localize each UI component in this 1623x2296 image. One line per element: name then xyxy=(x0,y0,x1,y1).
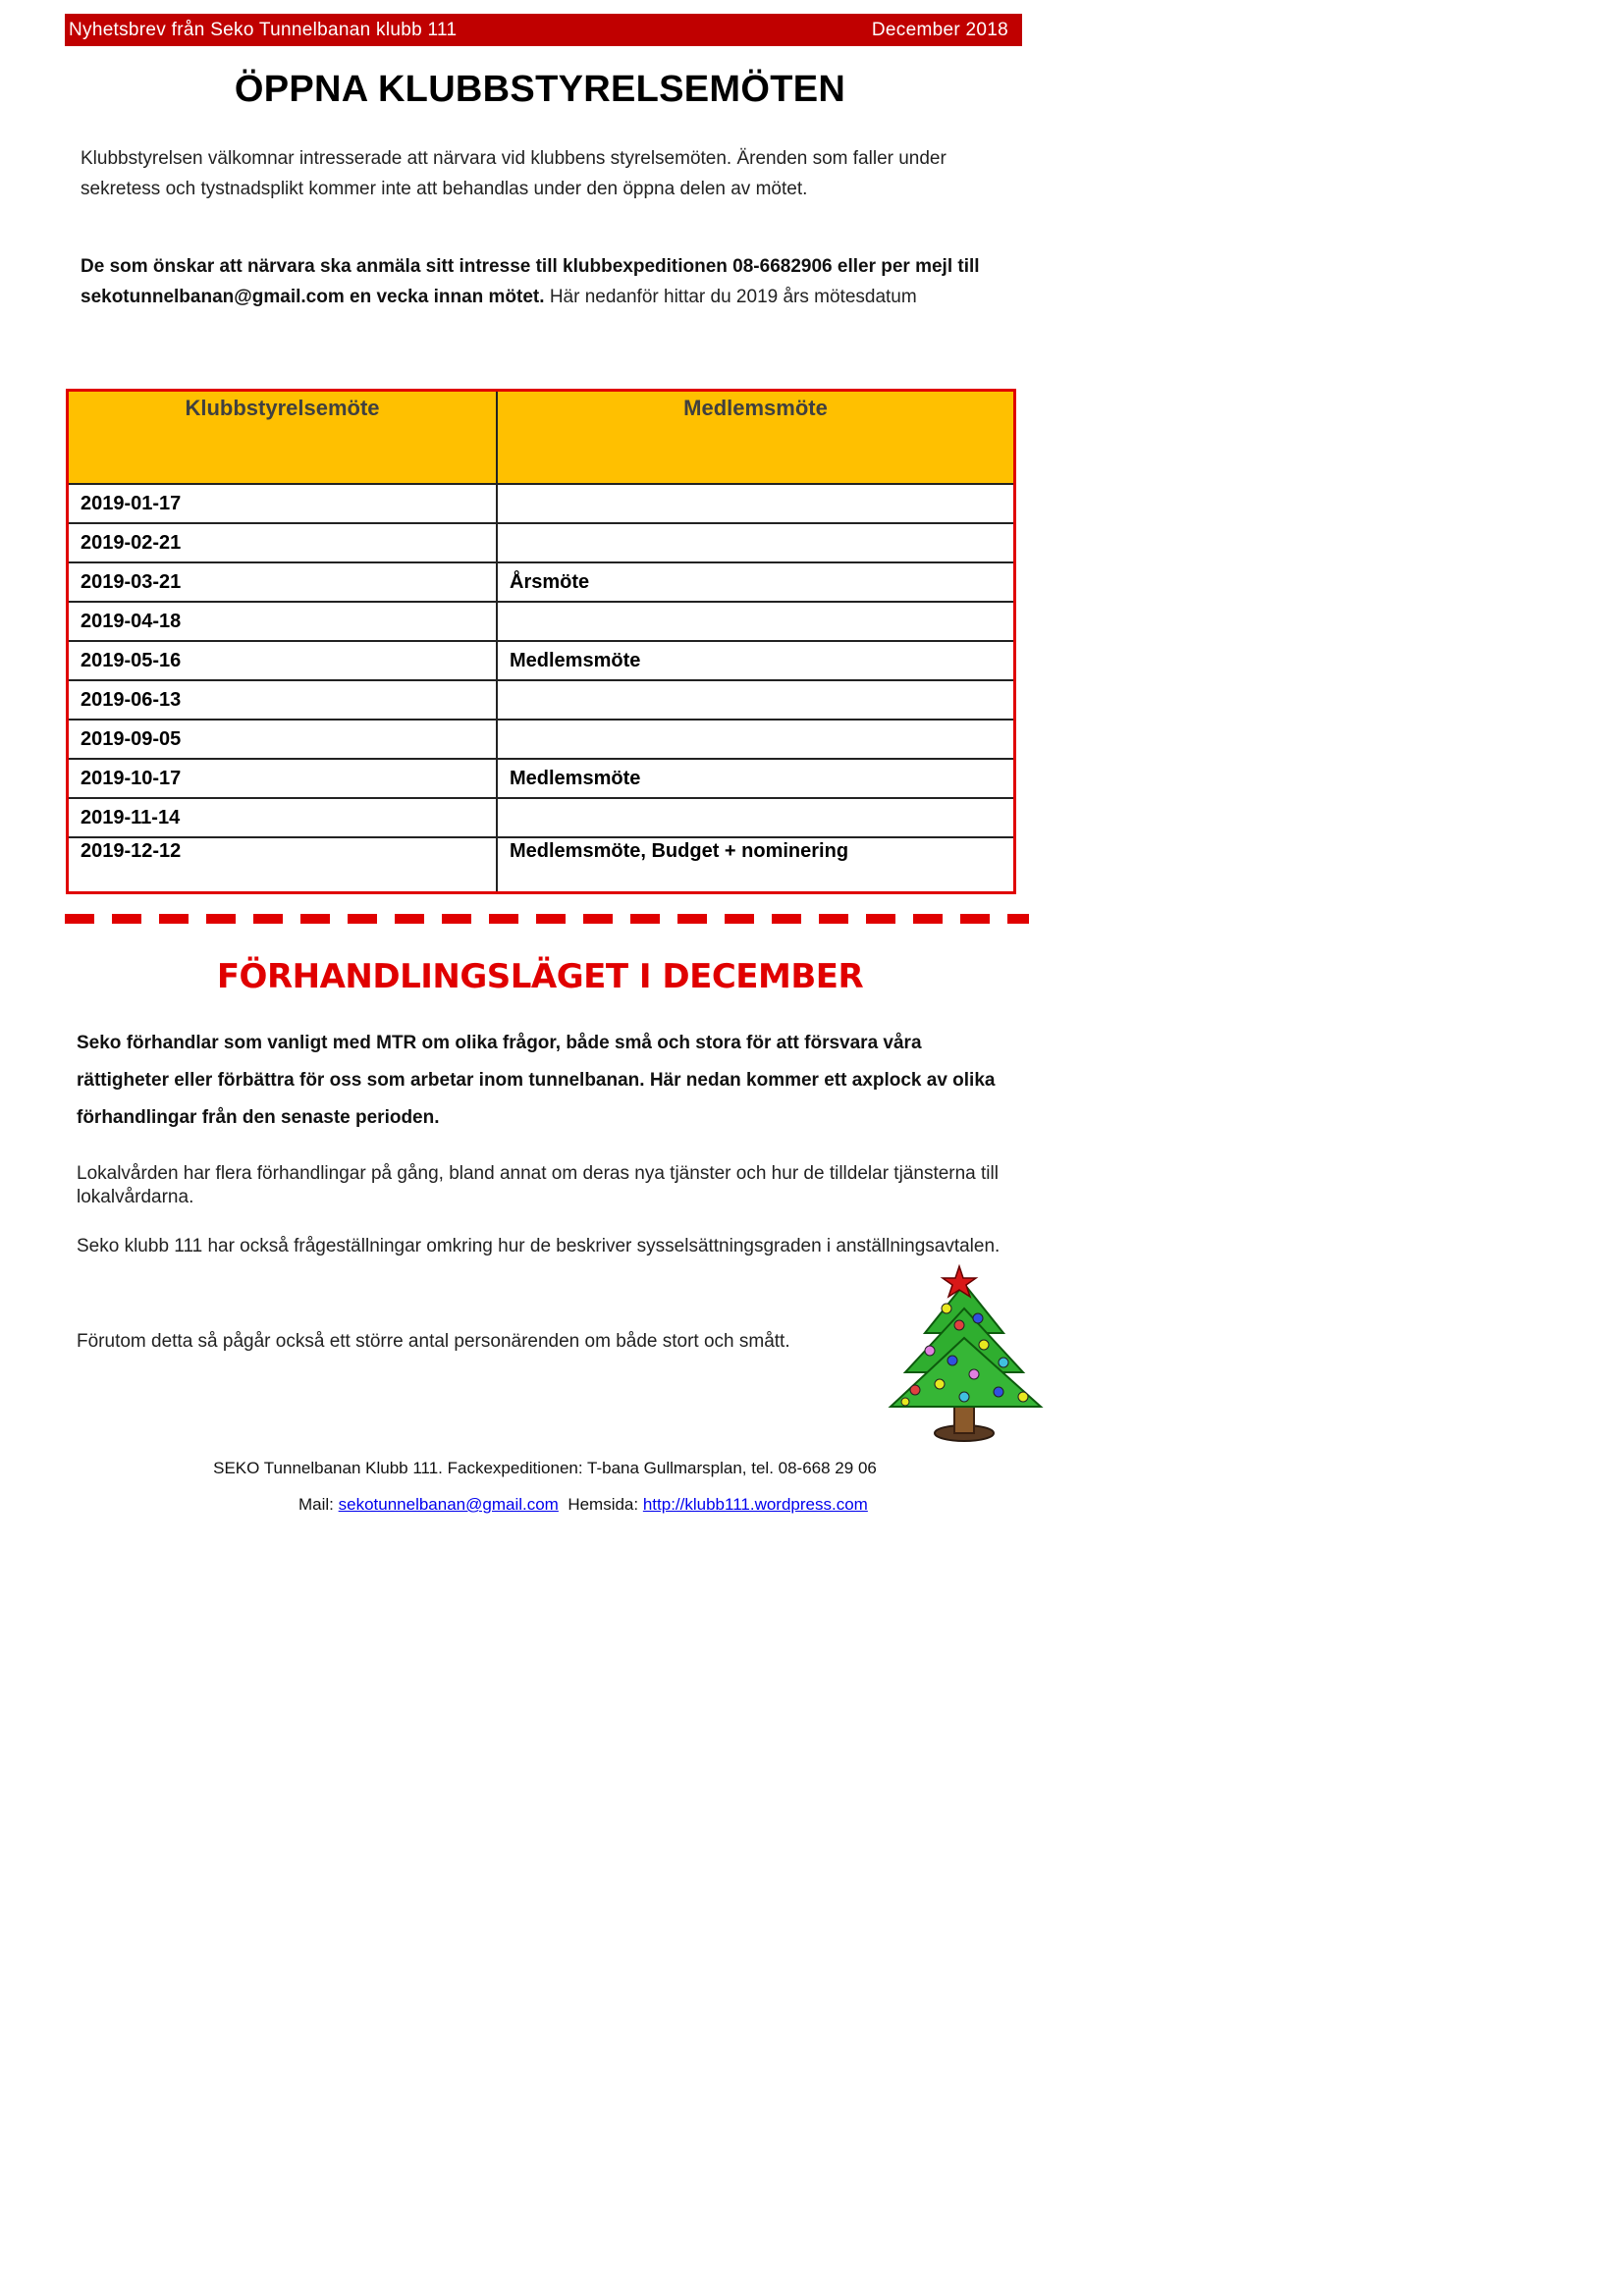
table-row xyxy=(68,837,1015,893)
meeting-date: 2019-03-21 xyxy=(68,562,498,602)
meeting-note xyxy=(497,680,1015,720)
meeting-note xyxy=(497,523,1015,562)
table-row xyxy=(68,759,1015,798)
meeting-date: 2019-11-14 xyxy=(68,798,498,837)
table-row xyxy=(68,641,1015,680)
meeting-note: Årsmöte xyxy=(497,562,1015,602)
table-row xyxy=(68,720,1015,759)
christmas-tree-icon xyxy=(886,1264,1048,1446)
meeting-note xyxy=(497,798,1015,837)
footer-contact: SEKO Tunnelbanan Klubb 111. Fackexpeditionen: T-bana Gullmarsplan, tel. 08-668 29 06 xyxy=(213,1459,877,1477)
table-row xyxy=(68,798,1015,837)
newsletter-date: December 2018 xyxy=(871,19,1008,40)
meeting-date: 2019-04-18 xyxy=(68,602,498,641)
website-link[interactable]: http://klubb111.wordpress.com xyxy=(642,1495,868,1514)
intro-paragraph: Klubbstyrelsen välkomnar intresserade att närvara vid klubbens styrelsemöten. Ärenden som faller under sekretess och tystnadsplikt kommer inte att behandlas under den öppna delen av mötet. xyxy=(81,148,947,199)
newsletter-header-bar xyxy=(65,14,1022,46)
header-member-meeting: Medlemsmöte xyxy=(497,391,1015,485)
negotiations-cleaning: Lokalvården har flera förhandlingar på gång, bland annat om deras nya tjänster och hur de tilldelar tjänsterna till lokalvårdarna. xyxy=(77,1163,999,1207)
meeting-date: 2019-02-21 xyxy=(68,523,498,562)
meeting-date: 2019-01-17 xyxy=(68,484,498,523)
registration-paragraph xyxy=(81,251,1013,312)
negotiations-personal-cases: Förutom detta så pågår också ett större antal personärenden om både stort och smått. xyxy=(77,1331,790,1352)
section-title-negotiations: FÖRHANDLINGSLÄGET I DECEMBER xyxy=(216,957,864,996)
table-row xyxy=(68,562,1015,602)
meeting-date: 2019-05-16 xyxy=(68,641,498,680)
meeting-date: 2019-12-12 xyxy=(68,837,498,893)
meeting-note: Medlemsmöte xyxy=(497,641,1015,680)
meeting-note xyxy=(497,484,1015,523)
meeting-date: 2019-10-17 xyxy=(68,759,498,798)
registration-instructions: De som önskar att närvara ska anmäla sitt intresse till klubbexpeditionen 08-6682906 eller per mejl till sekotunnelbanan@gmail.com en vecka innan mötet. xyxy=(81,256,980,307)
mail-link[interactable]: sekotunnelbanan@gmail.com xyxy=(338,1495,559,1514)
table-row xyxy=(68,602,1015,641)
meeting-note: Medlemsmöte, Budget + nominering xyxy=(497,837,1015,893)
negotiations-employment: Seko klubb 111 har också frågeställningar omkring hur de beskriver sysselsättningsgraden i anställningsavtalen. xyxy=(77,1236,1001,1256)
meeting-schedule-table xyxy=(66,389,1016,894)
meeting-note: Medlemsmöte xyxy=(497,759,1015,798)
table-row xyxy=(68,680,1015,720)
web-label: Hemsida: xyxy=(568,1495,643,1514)
meeting-note xyxy=(497,720,1015,759)
table-header-row xyxy=(68,391,1015,485)
table-row xyxy=(68,523,1015,562)
meeting-date: 2019-09-05 xyxy=(68,720,498,759)
meeting-date: 2019-06-13 xyxy=(68,680,498,720)
dashed-divider xyxy=(65,914,1029,924)
dates-intro: Här nedanför hittar du 2019 års mötesdatum xyxy=(544,287,917,307)
table-row xyxy=(68,484,1015,523)
footer-links xyxy=(298,1495,868,1515)
meeting-note xyxy=(497,602,1015,641)
header-board-meeting: Klubbstyrelsemöte xyxy=(68,391,498,485)
mail-label: Mail: xyxy=(298,1495,339,1514)
newsletter-name: Nyhetsbrev från Seko Tunnelbanan klubb 111 xyxy=(69,19,458,40)
table-body xyxy=(68,484,1015,893)
section-title-open-meetings: ÖPPNA KLUBBSTYRELSEMÖTEN xyxy=(234,69,846,110)
negotiations-intro: Seko förhandlar som vanligt med MTR om olika frågor, både små och stora för att försvara våra rättigheter eller förbättra för oss som arbetar inom tunnelbanan. Här nedan kommer ett axplock av olika förhandlingar från den senaste perioden. xyxy=(77,1033,996,1128)
